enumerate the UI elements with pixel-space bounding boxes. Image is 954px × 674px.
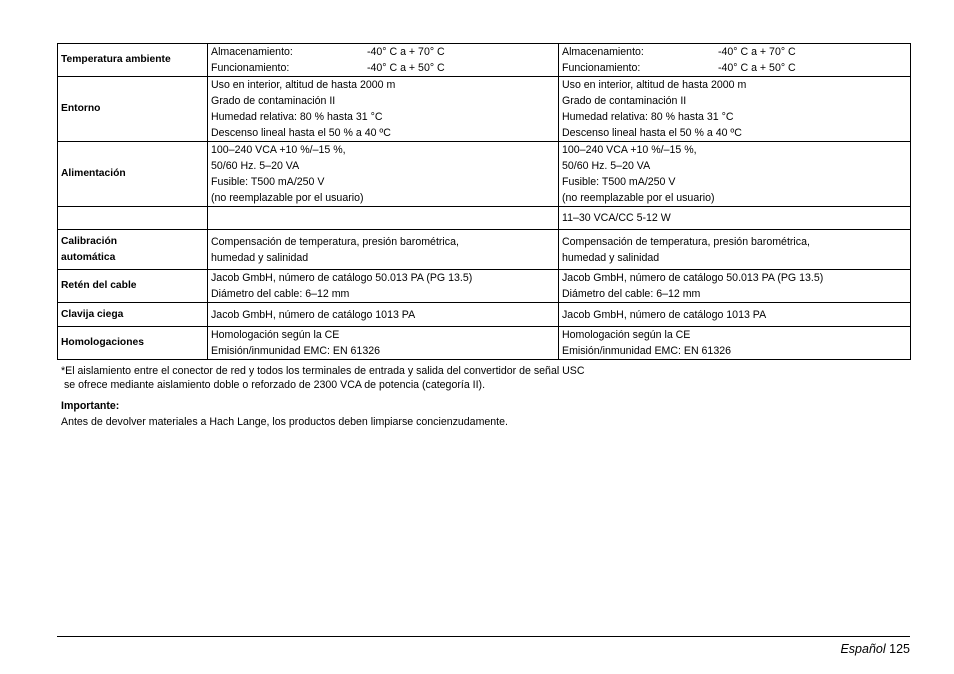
row-label-clavija-ciega: Clavija ciega — [58, 303, 208, 327]
row-value-cell: Homologación según la CE Emisión/inmunidad EMC: EN 61326 — [559, 327, 911, 360]
table-row — [58, 303, 911, 327]
row-value-cell: Jacob GmbH, número de catálogo 1013 PA — [208, 303, 559, 327]
row-value-cell: Uso en interior, altitud de hasta 2000 m Grado de contaminación II Humedad relativa: 80 % hasta 31 °C Descenso lineal hasta el 50 % a 40 ºC — [208, 77, 559, 142]
footer-language: Español — [840, 642, 886, 656]
row-value-cell: Compensación de temperatura, presión barométrica, humedad y salinidad — [559, 230, 911, 270]
row-value-cell: Jacob GmbH, número de catálogo 50.013 PA (PG 13.5) Diámetro del cable: 6–12 mm — [208, 270, 559, 303]
table-row — [58, 230, 911, 270]
row-label-entorno: Entorno — [58, 77, 208, 142]
specifications-table — [57, 43, 911, 360]
table-row — [58, 327, 911, 360]
row-value-cell: 100–240 VCA +10 %/–15 %, 50/60 Hz. 5–20 VA Fusible: T500 mA/250 V (no reemplazable por el usuario) — [208, 142, 559, 207]
row-value-cell: 11–30 VCA/CC 5-12 W — [559, 207, 911, 230]
footer-divider — [57, 636, 910, 637]
page-footer — [840, 642, 910, 656]
row-value-cell: 100–240 VCA +10 %/–15 %, 50/60 Hz. 5–20 VA Fusible: T500 mA/250 V (no reemplazable por el usuario) — [559, 142, 911, 207]
row-value-cell-empty — [208, 207, 559, 230]
table-row — [58, 44, 911, 77]
table-row — [58, 142, 911, 207]
row-label-homologaciones: Homologaciones — [58, 327, 208, 360]
table-row — [58, 207, 911, 230]
row-value-cell: Almacenamiento: -40° C a + 70° C Funcionamiento: -40° C a + 50° C — [559, 44, 911, 77]
table-row — [58, 77, 911, 142]
important-heading: Importante: — [61, 400, 120, 412]
row-value-cell: Jacob GmbH, número de catálogo 1013 PA — [559, 303, 911, 327]
footer-page-number: 125 — [889, 642, 910, 656]
row-label-temperatura: Temperatura ambiente — [58, 44, 208, 77]
row-value-cell: Compensación de temperatura, presión barométrica, humedad y salinidad — [208, 230, 559, 270]
row-label-calibracion: Calibración automática — [58, 230, 208, 270]
row-label-reten-cable: Retén del cable — [58, 270, 208, 303]
row-value-cell: Uso en interior, altitud de hasta 2000 m Grado de contaminación II Humedad relativa: 80 % hasta 31 °C Descenso lineal hasta el 50 % a 40 ºC — [559, 77, 911, 142]
row-label-empty — [58, 207, 208, 230]
row-value-cell: Homologación según la CE Emisión/inmunidad EMC: EN 61326 — [208, 327, 559, 360]
footnote-line-2: se ofrece mediante aislamiento doble o reforzado de 2300 VCA de potencia (categoría II). — [61, 379, 486, 391]
footnote-line-1: *El aislamiento entre el conector de red y todos los terminales de entrada y salida del convertidor de señal USC — [61, 365, 585, 377]
row-value-cell: Jacob GmbH, número de catálogo 50.013 PA (PG 13.5) Diámetro del cable: 6–12 mm — [559, 270, 911, 303]
important-text: Antes de devolver materiales a Hach Lange, los productos deben limpiarse concienzudamente. — [61, 416, 508, 428]
row-value-cell: Almacenamiento: -40° C a + 70° C Funcionamiento: -40° C a + 50° C — [208, 44, 559, 77]
row-label-alimentacion: Alimentación — [58, 142, 208, 207]
table-row — [58, 270, 911, 303]
